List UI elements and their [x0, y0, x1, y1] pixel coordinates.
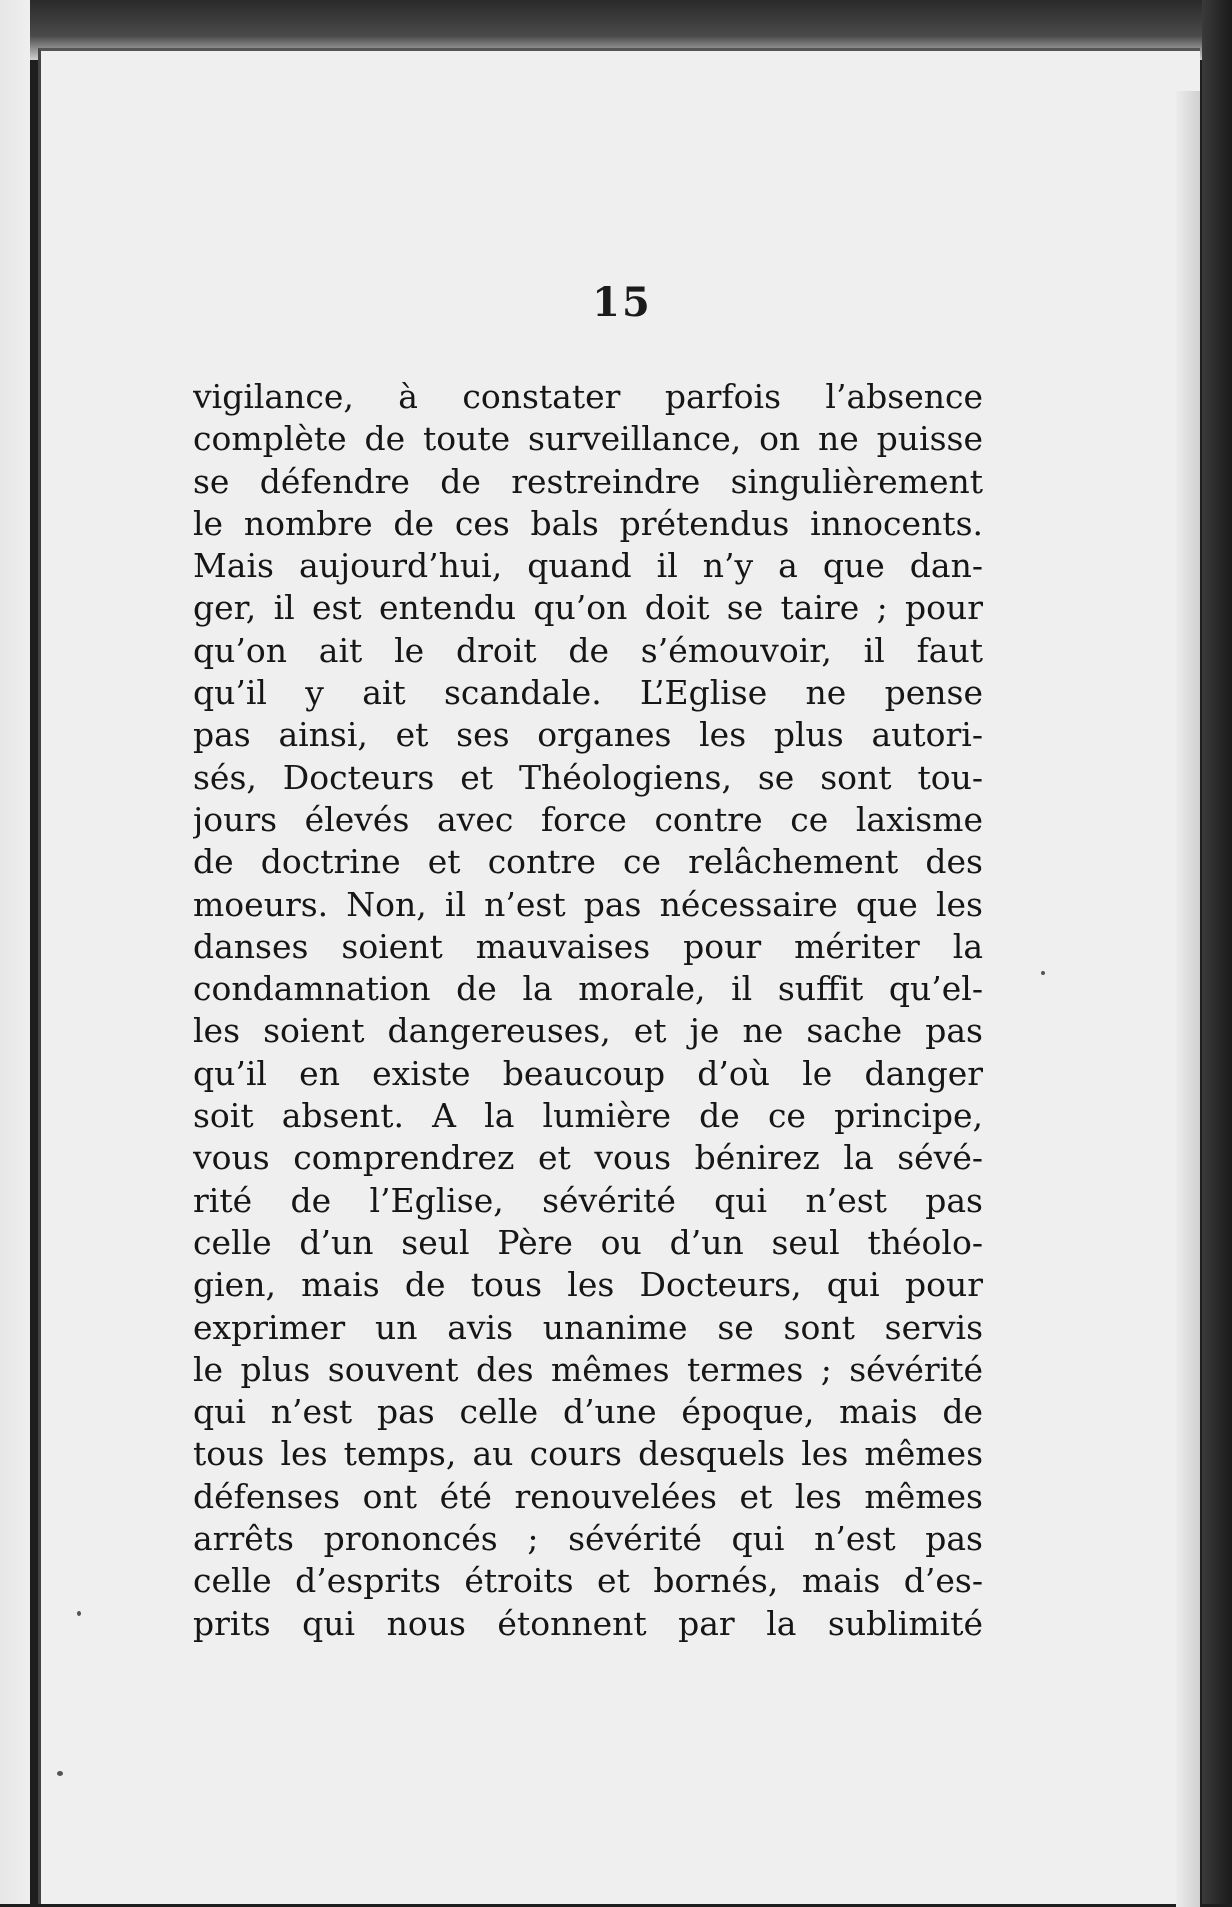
text-line: de doctrine et contre ce relâchement des: [193, 842, 983, 882]
scan-border-left: [0, 0, 30, 1904]
text-line: les soient dangereuses, et je ne sache pas: [193, 1011, 983, 1051]
text-line: Mais aujourd’hui, quand il n’y a que dan-: [193, 546, 983, 586]
body-text: [193, 376, 983, 1645]
text-line: qu’il en existe beaucoup d’où le danger: [193, 1053, 983, 1093]
text-line: qu’on ait le droit de s’émouvoir, il faut: [193, 630, 983, 670]
scan-speck: [57, 1771, 63, 1776]
text-line: condamnation de la morale, il suffit qu’el-: [193, 969, 983, 1009]
text-line: ger, il est entendu qu’on doit se taire ; pour: [193, 588, 983, 628]
text-line: soit absent. A la lumière de ce principe,: [193, 1096, 983, 1136]
scan-dark-border-right: [1202, 0, 1232, 1904]
text-line: qu’il y ait scandale. L’Eglise ne pense: [193, 673, 983, 713]
text-line: moeurs. Non, il n’est pas nécessaire que les: [193, 884, 983, 924]
text-line: qui n’est pas celle d’une époque, mais de: [193, 1392, 983, 1432]
page-edge-shadow: [1176, 91, 1200, 1907]
text-line: complète de toute surveillance, on ne puisse: [193, 419, 983, 459]
text-line: jours élevés avec force contre ce laxisme: [193, 799, 983, 839]
text-line: gien, mais de tous les Docteurs, qui pour: [193, 1265, 983, 1305]
text-line: tous les temps, au cours desquels les mêmes: [193, 1434, 983, 1474]
text-line: celle d’esprits étroits et bornés, mais d’es-: [193, 1561, 983, 1601]
text-line: rité de l’Eglise, sévérité qui n’est pas: [193, 1180, 983, 1220]
text-line: se défendre de restreindre singulièrement: [193, 461, 983, 501]
text-line: sés, Docteurs et Théologiens, se sont tou-: [193, 757, 983, 797]
text-line: défenses ont été renouvelées et les mêmes: [193, 1476, 983, 1516]
book-page: [38, 48, 1200, 1904]
text-line: le nombre de ces bals prétendus innocents.: [193, 503, 983, 543]
text-line: vous comprendrez et vous bénirez la sévé-: [193, 1138, 983, 1178]
scan-speck: [77, 1611, 81, 1616]
text-line: exprimer un avis unanime se sont servis: [193, 1307, 983, 1347]
text-line: vigilance, à constater parfois l’absence: [193, 377, 983, 416]
text-line: le plus souvent des mêmes termes ; sévérité: [193, 1349, 983, 1389]
text-line: pas ainsi, et ses organes les plus autori-: [193, 715, 983, 755]
text-line: danses soient mauvaises pour mériter la: [193, 926, 983, 966]
page-number: 15: [592, 279, 652, 326]
text-line: celle d’un seul Père ou d’un seul théolo-: [193, 1222, 983, 1262]
text-line: arrêts prononcés ; sévérité qui n’est pas: [193, 1519, 983, 1559]
scan-speck: [1041, 971, 1045, 975]
text-line: prits qui nous étonnent par la sublimité: [193, 1603, 983, 1643]
